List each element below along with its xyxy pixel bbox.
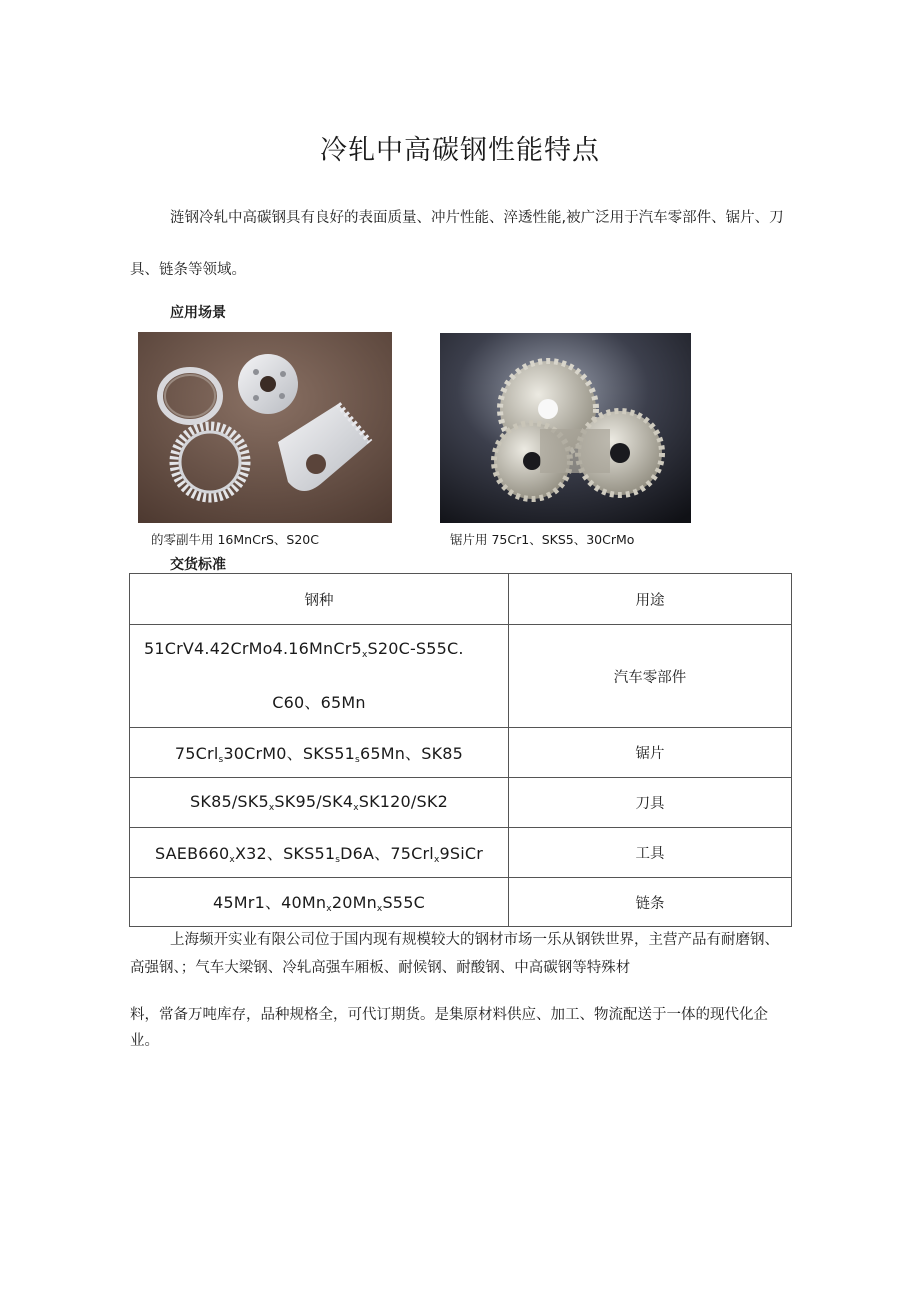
delivery-heading: 交货标准 (170, 557, 226, 573)
application-heading: 应用场景 (170, 305, 226, 321)
grade-cell: 45Mr1、$40Mn_x20Mn_xS55C$ (130, 878, 509, 927)
usage-cell: 链条 (509, 878, 792, 927)
table-header-row (130, 574, 792, 625)
header-usage: 用途 (509, 574, 792, 625)
page-title: 冷轧中高碳钢性能特点 (320, 135, 600, 166)
usage-cell: 汽车零部件 (509, 625, 792, 728)
header-grade: 钢种 (130, 574, 509, 625)
photo-caption-saw-blades: 锯片用 75Cr1、SKS5、30CrMo (450, 532, 635, 547)
table-row (130, 728, 792, 778)
usage-cell: 刀具 (509, 778, 792, 828)
delivery-standards-table (129, 573, 792, 927)
table-row (130, 828, 792, 878)
table-row (130, 878, 792, 927)
usage-cell: 工具 (509, 828, 792, 878)
grade-cell: $51CrV4.42CrMo4.16MnCr5_xS20C-S55C$. C60、65Mn (130, 625, 509, 728)
photo-caption-auto-parts: 的零副牛用 16MnCrS、S20C (151, 532, 319, 547)
intro-paragraph: 涟钢冷轧中高碳钢具有良好的表面质量、冲片性能、淬透性能,被广泛用于汽车零部件、锯片、刀具、链条等领域。 (130, 210, 784, 278)
usage-cell: 锯片 (509, 728, 792, 778)
saw-blades-photo (440, 333, 691, 523)
table-row (130, 625, 792, 728)
grade-cell: 75Crl$_s$30CrM0、$SKS51_s65Mn$、SK85 (130, 728, 509, 778)
company-paragraph-2: 料，常备万吨库存，品种规格全，可代订期货。是集原材料供应、加工、物流配送于一体的现代化企业。 (130, 1007, 768, 1049)
grade-cell: $SK85/SK5_xSK95/SK4_xSK120/SK2$ (130, 778, 509, 828)
table-row (130, 778, 792, 828)
auto-parts-photo (138, 332, 392, 523)
grade-cell: $SAEB660_xX32$、$SKS51_sD6A$、75Crl$_x$9SiCr (130, 828, 509, 878)
company-paragraph-1: 上海频开实业有限公司位于国内现有规模较大的钢材市场一乐从钢铁世界，主营产品有耐磨钢、高强钢、；气车大梁钢、冷轧高强车厢板、耐候钢、耐酸钢、中高碳钢等特殊材 (130, 932, 779, 976)
